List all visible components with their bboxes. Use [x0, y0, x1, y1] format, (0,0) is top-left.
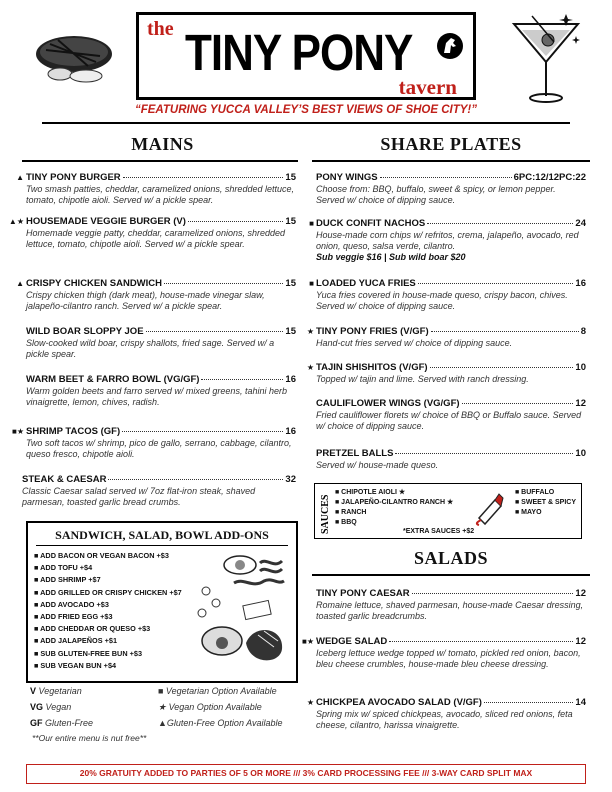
addons-divider: [36, 545, 288, 546]
menu-item: [16, 172, 296, 206]
sauce-item: ■ BUFFALO: [515, 489, 555, 496]
item-price: 16: [575, 278, 586, 289]
addon-item: ■ SUB GLUTEN-FREE BUN +$3: [34, 648, 142, 658]
addon-item: ■ ADD JALAPEÑOS +$1: [34, 636, 118, 646]
diet-markers: ▲: [16, 173, 24, 182]
menu-item: [26, 374, 296, 408]
item-description: Two soft tacos w/ shrimp, pico de gallo, serrano, cabbage, cilantro, queso fresco, chipotle aioli.: [26, 438, 292, 459]
diet-markers: ▲★: [8, 217, 24, 226]
item-price: 15: [285, 216, 296, 227]
item-price: 6PC:12/12PC:22: [513, 172, 586, 183]
item-price: 12: [575, 398, 586, 409]
item-price: 8: [580, 326, 586, 337]
item-price: 32: [285, 474, 296, 485]
item-description: Yuca fries covered in house-made queso, crispy bacon, chives. Served w/ choice of dipping sauce.: [316, 290, 568, 311]
diet-markers: ▲: [16, 279, 24, 288]
item-substitutions: Sub veggie $16 | Sub wild boar $20: [316, 252, 466, 262]
item-name: CRISPY CHICKEN SANDWICH: [26, 278, 163, 289]
item-price: 12: [575, 636, 586, 647]
legend-text: Vegetarian: [38, 686, 82, 696]
addon-item: ■ ADD AVOCADO +$3: [34, 599, 109, 609]
menu-item: [309, 218, 586, 263]
mains-title: MAINS: [131, 134, 194, 154]
legend-code: V: [30, 686, 37, 696]
diet-markers: ★: [306, 363, 314, 372]
item-price: 16: [285, 426, 296, 437]
item-name: STEAK & CAESAR: [22, 474, 107, 485]
diet-markers: ■★: [11, 427, 24, 436]
item-name: CHICKPEA AVOCADO SALAD (V/GF): [316, 697, 482, 708]
item-name: CAULIFLOWER WINGS (VG/GF): [316, 398, 460, 409]
diet-markers: ★: [306, 327, 314, 336]
item-name: DUCK CONFIT NACHOS: [316, 218, 426, 229]
nut-free-note: **Our entire menu is nut free**: [32, 733, 147, 743]
legend-option: ■ Vegetarian Option Available: [158, 686, 277, 696]
legend-option: ★ Vegan Option Available: [158, 702, 262, 712]
item-description: Slow-cooked wild boar, crispy shallots, fried sage. Served w/ a pickle spear.: [26, 338, 275, 359]
martini-glass-icon: [508, 10, 584, 106]
item-price: 10: [575, 448, 586, 459]
menu-item: [316, 588, 586, 622]
item-price: 12: [575, 588, 586, 599]
logo-the: the: [147, 18, 174, 40]
item-price: 15: [285, 278, 296, 289]
diet-markers: ■: [309, 279, 314, 288]
mains-divider: [22, 160, 298, 162]
menu-item: [16, 278, 296, 312]
share-plates-divider: [312, 160, 590, 162]
legend-text: Vegan: [45, 702, 72, 712]
menu-item: [316, 448, 586, 471]
sauces-label-text: SAUCES: [320, 494, 331, 534]
item-name: PRETZEL BALLS: [316, 448, 394, 459]
item-name: PONY WINGS: [316, 172, 378, 183]
item-description: Two smash patties, cheddar, caramelized onions, shredded lettuce, tomato, chipotle aioli. Served w/ a pickle spear.: [26, 184, 294, 205]
tagline: “FEATURING YUCCA VALLEY’S BEST VIEWS OF SHOE CITY!”: [134, 104, 478, 116]
menu-item: [306, 362, 586, 385]
share-plates-title: SHARE PLATES: [380, 134, 522, 154]
horse-icon: [437, 31, 463, 61]
legend-code: GF: [30, 718, 43, 728]
addon-item: ■ ADD TOFU +$4: [34, 563, 93, 573]
addon-item: ■ ADD SHRIMP +$7: [34, 575, 101, 585]
menu-item: [11, 426, 296, 460]
sauce-list: [515, 488, 576, 518]
diet-markers: ■★: [301, 637, 314, 646]
menu-item: [316, 172, 586, 206]
item-price: 10: [575, 362, 586, 373]
logo-name: TINY PONY: [185, 25, 413, 82]
item-description: Spring mix w/ spiced chickpeas, avocado, sliced red onions, feta cheese, cilantro, harissa vinaigrette.: [316, 709, 573, 730]
item-description: Classic Caesar salad served w/ 7oz flat-iron steak, shaved parmesan, toasted garlic bread crumbs.: [22, 486, 256, 507]
sauce-item: ■ BBQ: [335, 519, 357, 526]
menu-item: [8, 216, 296, 250]
header: [0, 0, 612, 110]
item-description: Topped w/ tajin and lime. Served with ranch dressing.: [316, 374, 529, 384]
logo: [136, 12, 476, 100]
addon-item: ■ ADD BACON OR VEGAN BACON +$3: [34, 551, 169, 560]
header-divider: [42, 122, 570, 124]
item-name: WILD BOAR SLOPPY JOE: [26, 326, 144, 337]
menu-item: [306, 697, 586, 731]
item-description: Hand-cut fries served w/ choice of dipping sauce.: [316, 338, 513, 348]
item-name: TAJIN SHISHITOS (V/GF): [316, 362, 428, 373]
item-name: TINY PONY BURGER: [26, 172, 121, 183]
sauce-item: ■ CHIPOTLE AIOLI ★: [335, 489, 406, 496]
item-description: Choose from: BBQ, buffalo, sweet & spicy, or lemon pepper. Served w/ choice of dipping sauce.: [316, 184, 556, 205]
menu-item: [306, 326, 586, 349]
item-name: LOADED YUCA FRIES: [316, 278, 416, 289]
addon-item: ■ ADD CHEDDAR OR QUESO +$3: [34, 624, 151, 634]
item-description: Served w/ house-made queso.: [316, 460, 439, 470]
addons-box: [26, 521, 298, 683]
salads-divider: [312, 574, 590, 576]
addons-list: [34, 550, 182, 672]
steak-icon: [30, 28, 118, 86]
logo-tavern: tavern: [398, 75, 457, 99]
diet-markers: ★: [306, 698, 314, 707]
item-price: 24: [575, 218, 586, 229]
menu-item: [301, 636, 586, 670]
item-description: Homemade veggie patty, cheddar, caramelized onions, shredded lettuce, tomato, chipotle aioli. Served w/ a pickle spear.: [26, 228, 285, 249]
item-price: 15: [285, 172, 296, 183]
item-name: WEDGE SALAD: [316, 636, 388, 647]
diet-markers: ■: [309, 219, 314, 228]
menu-item: [309, 278, 586, 312]
sauce-list: [335, 488, 453, 528]
addon-item: ■ ADD FRIED EGG +$3: [34, 612, 113, 622]
item-name: HOUSEMADE VEGGIE BURGER (V): [26, 216, 186, 227]
food-illustration: [194, 551, 294, 679]
sauce-bottle-icon: [473, 488, 509, 526]
sauce-item: ■ SWEET & SPICY: [515, 499, 577, 506]
sauces-label: [316, 486, 332, 536]
legend-option: ▲Gluten-Free Option Available: [158, 718, 283, 728]
sauces-box: [314, 483, 582, 539]
item-name: TINY PONY FRIES (V/GF): [316, 326, 429, 337]
sauce-item: ■ RANCH: [335, 509, 367, 516]
item-name: WARM BEET & FARRO BOWL (VG/GF): [26, 374, 200, 385]
item-price: 16: [285, 374, 296, 385]
item-description: Romaine lettuce, shaved parmesan, house-made Caesar dressing, toasted garlic breadcrumbs.: [316, 600, 584, 621]
addon-item: ■ ADD GRILLED OR CRISPY CHICKEN +$7: [34, 587, 182, 597]
salads-title: SALADS: [413, 548, 489, 568]
sauce-item: ■ MAYO: [515, 509, 542, 516]
legend-code: VG: [30, 702, 44, 712]
addon-item: ■ SUB VEGAN BUN +$4: [34, 660, 117, 670]
extra-sauce-note: *EXTRA SAUCES +$2: [403, 528, 475, 535]
sauce-item: ■ JALAPEÑO-CILANTRO RANCH ★: [335, 499, 454, 506]
legend-text: Gluten-Free: [45, 718, 94, 728]
item-description: Iceberg lettuce wedge topped w/ tomato, pickled red onion, bacon, bleu cheese crumbles, house-made bleu cheese dressing.: [316, 648, 581, 669]
item-description: Crispy chicken thigh (dark meat), house-made vinegar slaw, jalapeño-cilantro ranch. Served w/ a pickle spear.: [26, 290, 265, 311]
menu-item: [26, 326, 296, 360]
item-price: 14: [575, 697, 586, 708]
item-name: TINY PONY CAESAR: [316, 588, 410, 599]
item-description: House-made corn chips w/ refritos, crema, jalapeño, avocado, red onion, queso, salsa verde, cilantro.: [316, 230, 579, 251]
item-name: SHRIMP TACOS (GF): [26, 426, 121, 437]
item-description: Fried cauliflower florets w/ choice of BBQ or Buffalo sauce. Served w/ choice of dipping sauce.: [316, 410, 582, 431]
addons-title: SANDWICH, SALAD, BOWL ADD-ONS: [55, 528, 269, 542]
item-description: Warm golden beets and farro served w/ mixed greens, tahini herb vinaigrette, lemon, chives, radish.: [26, 386, 287, 407]
menu-item: [22, 474, 296, 508]
menu-item: [316, 398, 586, 432]
footer-policy: 20% GRATUITY ADDED TO PARTIES OF 5 OR MORE /// 3% CARD PROCESSING FEE /// 3-WAY CARD SPLIT MAX: [26, 764, 586, 784]
item-price: 15: [285, 326, 296, 337]
